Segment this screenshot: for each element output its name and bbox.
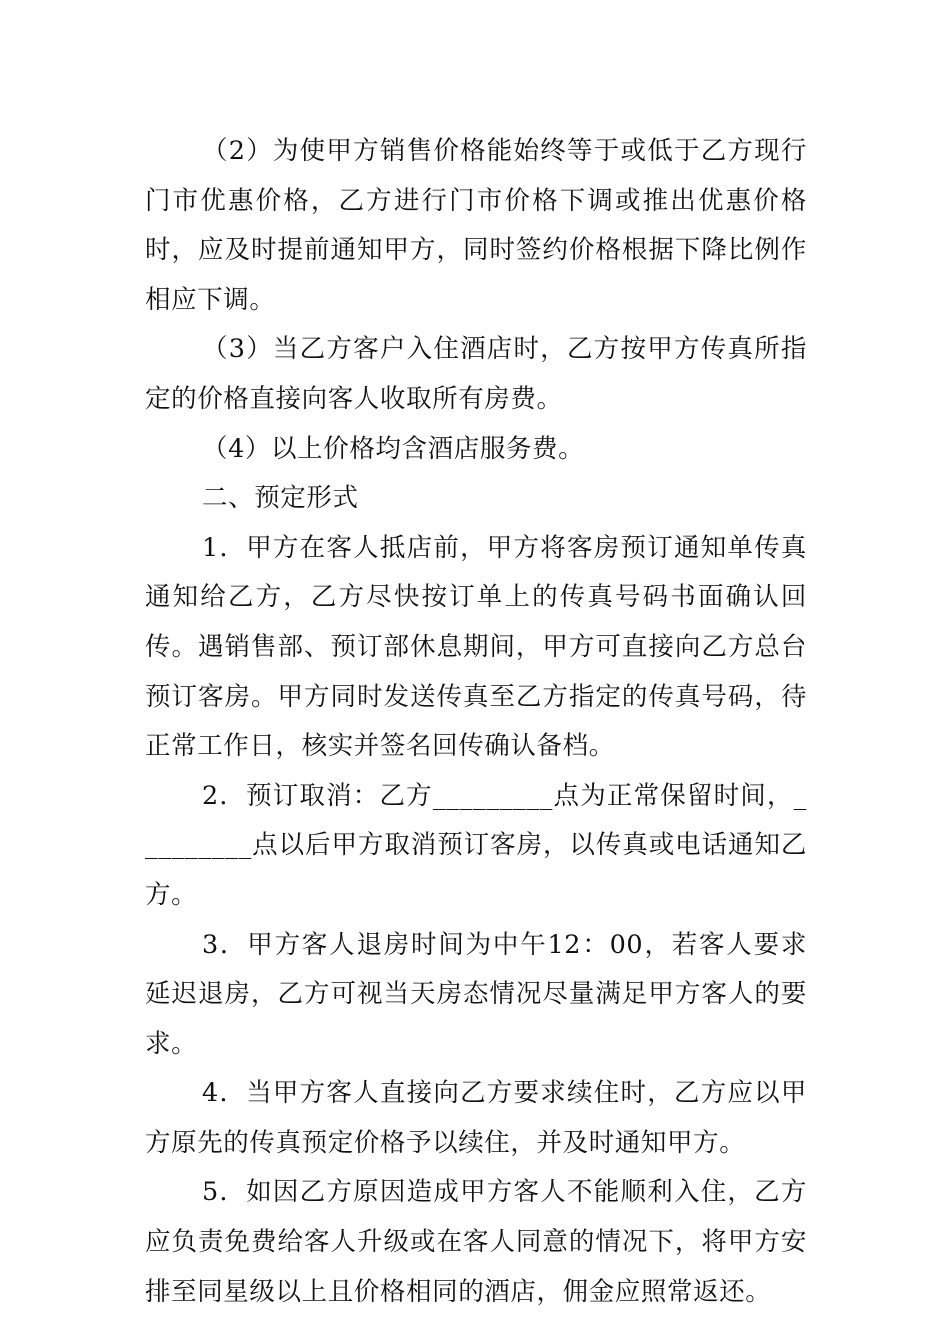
paragraph-price-3: （3）当乙方客户入住酒店时，乙方按甲方传真所指定的价格直接向客人收取所有房费。 — [145, 334, 807, 414]
paragraph-booking-3: 3．甲方客人退房时间为中午12：00，若客人要求延迟退房，乙方可视当天房态情况尽量满足甲方客人的要求。 — [145, 929, 807, 1059]
document-body — [145, 127, 807, 1317]
paragraph-price-2: （2）为使甲方销售价格能始终等于或低于乙方现行门市优惠价格，乙方进行门市价格下调或推出优惠价格时，应及时提前通知甲方，同时签约价格根据下降比例作相应下调。 — [145, 136, 807, 315]
paragraph-booking-2: 2．预订取消：乙方_________点为正常保留时间，_________点以后甲方取消预订客房，以传真或电话通知乙方。 — [145, 780, 807, 910]
paragraph-price-4: （4）以上价格均含酒店服务费。 — [202, 433, 585, 464]
paragraph-booking-5: 5．如因乙方原因造成甲方客人不能顺利入住，乙方应负责免费给客人升级或在客人同意的情况下，将甲方安排至同星级以上且价格相同的酒店，佣金应照常返还。 — [145, 1177, 807, 1307]
paragraph-booking-4: 4．当甲方客人直接向乙方要求续住时，乙方应以甲方原先的传真预定价格予以续住，并及时通知甲方。 — [145, 1078, 807, 1158]
section-heading-booking: 二、预定形式 — [202, 483, 359, 514]
paragraph-booking-1: 1．甲方在客人抵店前，甲方将客房预订通知单传真通知给乙方，乙方尽快按订单上的传真号码书面确认回传。遇销售部、预订部休息期间，甲方可直接向乙方总台预订客房。甲方同时发送传真至乙方指定的传真号码，待正常工作日，核实并签名回传确认备档。 — [145, 532, 807, 762]
